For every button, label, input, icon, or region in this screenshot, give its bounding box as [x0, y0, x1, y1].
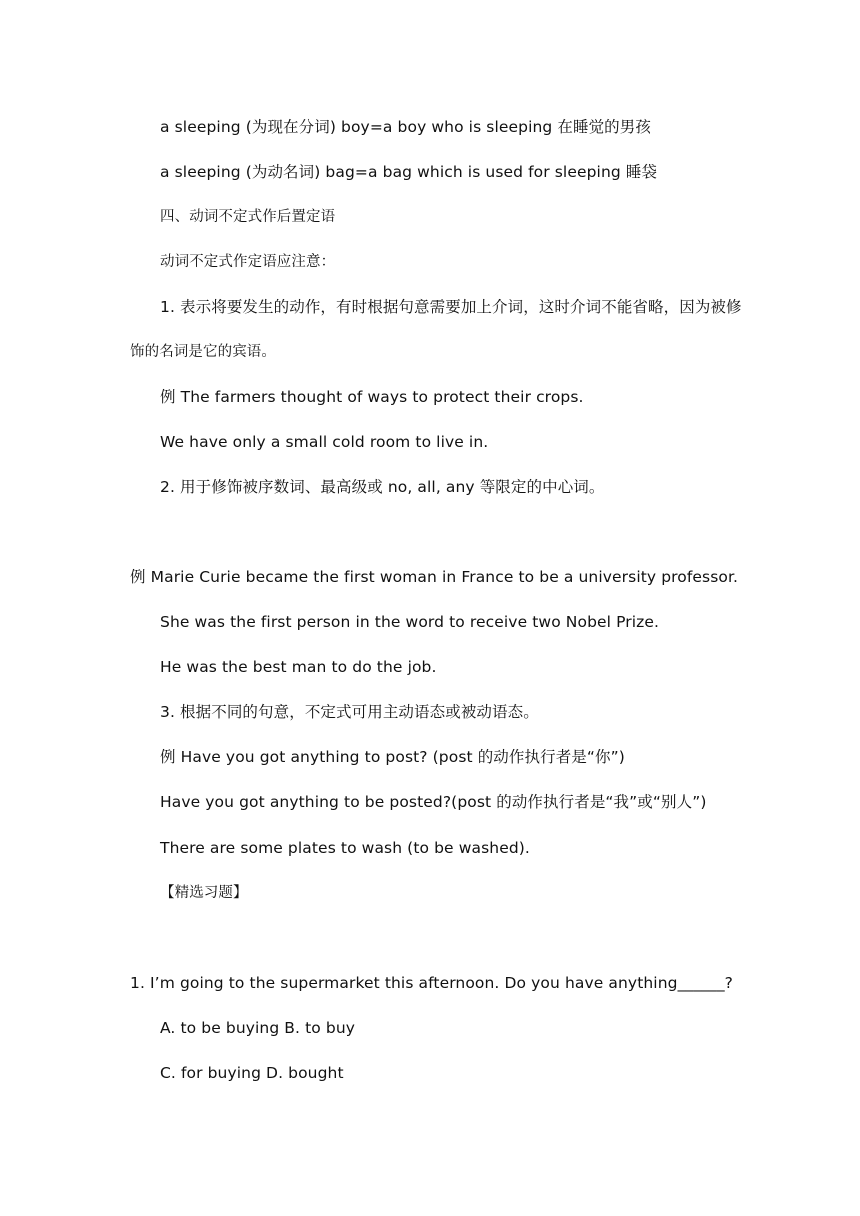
example-line-best-man: He was the best man to do the job. — [160, 658, 437, 676]
text-line-rule-3: 3. 根据不同的句意，不定式可用主动语态或被动语态。 — [160, 703, 539, 721]
exercise-question-1: 1. I’m going to the supermarket this afternoon. Do you have anything______? — [130, 974, 733, 992]
example-line-anything-to-post: 例 Have you got anything to post? (post 的动作执行者是“你”) — [160, 748, 625, 766]
section-heading-exercises: 【精选习题】 — [160, 885, 248, 901]
text-line-rule-1: 1. 表示将要发生的动作，有时根据句意需要加上介词，这时介词不能省略，因为被修 — [160, 298, 742, 316]
example-line-anything-to-be-posted: Have you got anything to be posted?(post 的动作执行者是“我”或“别人”) — [160, 793, 707, 811]
exercise-options-c-d: C. for buying D. bought — [160, 1064, 344, 1082]
exercise-options-a-b: A. to be buying B. to buy — [160, 1019, 356, 1037]
text-line-sleeping-gerund: a sleeping (为动名词) bag=a bag which is used for sleeping 睡袋 — [160, 163, 658, 181]
text-line-sleeping-participle: a sleeping (为现在分词) boy=a boy who is sleeping 在睡觉的男孩 — [160, 118, 651, 136]
section-heading-infinitive-attributive: 四、动词不定式作后置定语 — [160, 209, 336, 225]
example-line-plates-to-wash: There are some plates to wash (to be washed). — [160, 839, 530, 857]
example-line-cold-room: We have only a small cold room to live in. — [160, 433, 489, 451]
example-line-nobel-prize: She was the first person in the word to receive two Nobel Prize. — [160, 613, 660, 631]
example-line-farmers: 例 The farmers thought of ways to protect their crops. — [160, 388, 584, 406]
example-line-marie-curie: 例 Marie Curie became the first woman in France to be a university professor. — [130, 568, 739, 586]
text-line-notes-intro: 动词不定式作定语应注意： — [160, 254, 336, 270]
text-line-rule-1-cont: 饰的名词是它的宾语。 — [130, 344, 276, 360]
text-line-rule-2: 2. 用于修饰被序数词、最高级或 no, all, any 等限定的中心词。 — [160, 478, 605, 496]
